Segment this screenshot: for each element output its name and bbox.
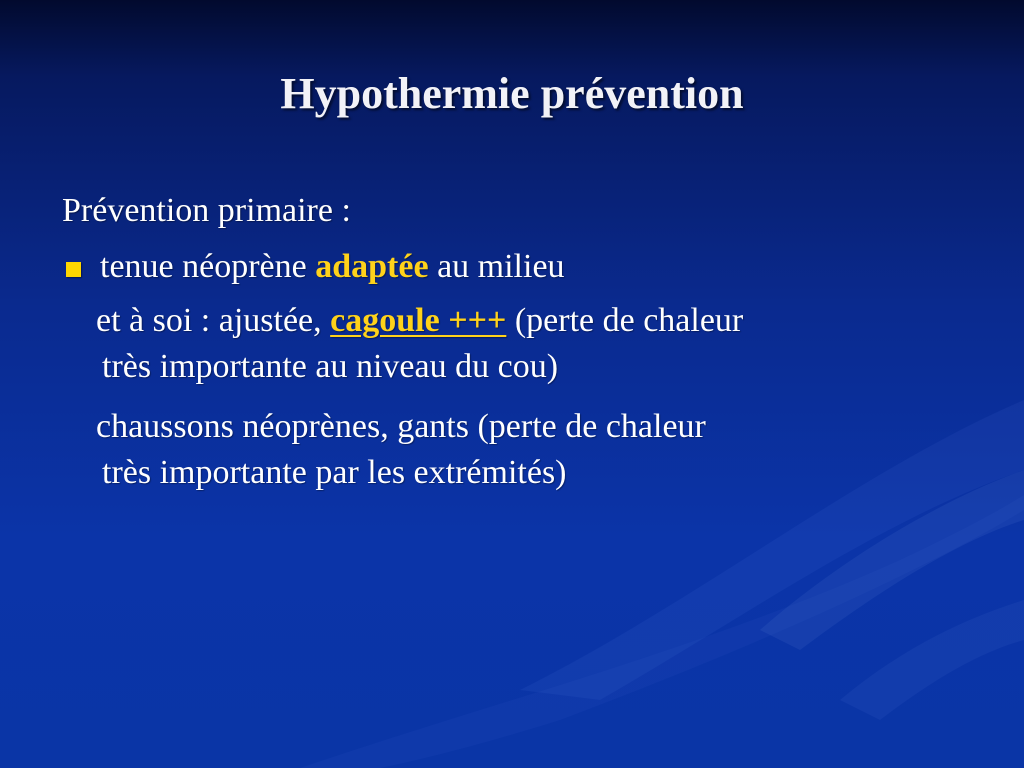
slide-body [62, 188, 992, 496]
square-bullet-icon [66, 262, 81, 277]
intro-heading: Prévention primaire : [62, 192, 351, 229]
bullet-text-before: tenue néoprène [100, 248, 316, 285]
highlight-adaptee: adaptée [315, 248, 429, 285]
bullet-text-after: au milieu [428, 248, 565, 285]
continuation-line-1 [62, 298, 992, 344]
continuation-line-2-wrap: très importante par les extrémités) [102, 454, 567, 491]
line2-text-after: (perte de chaleur [506, 302, 744, 339]
slide-title: Hypothermie prévention [280, 69, 744, 118]
continuation-line-2: chaussons néoprènes, gants (perte de chaleur [96, 408, 706, 445]
bullet-item [62, 244, 992, 290]
continuation-line-1-wrap: très importante au niveau du cou) [102, 348, 559, 385]
highlight-cagoule: cagoule +++ [330, 302, 507, 339]
line2-text-before: et à soi : ajustée, [96, 302, 331, 339]
